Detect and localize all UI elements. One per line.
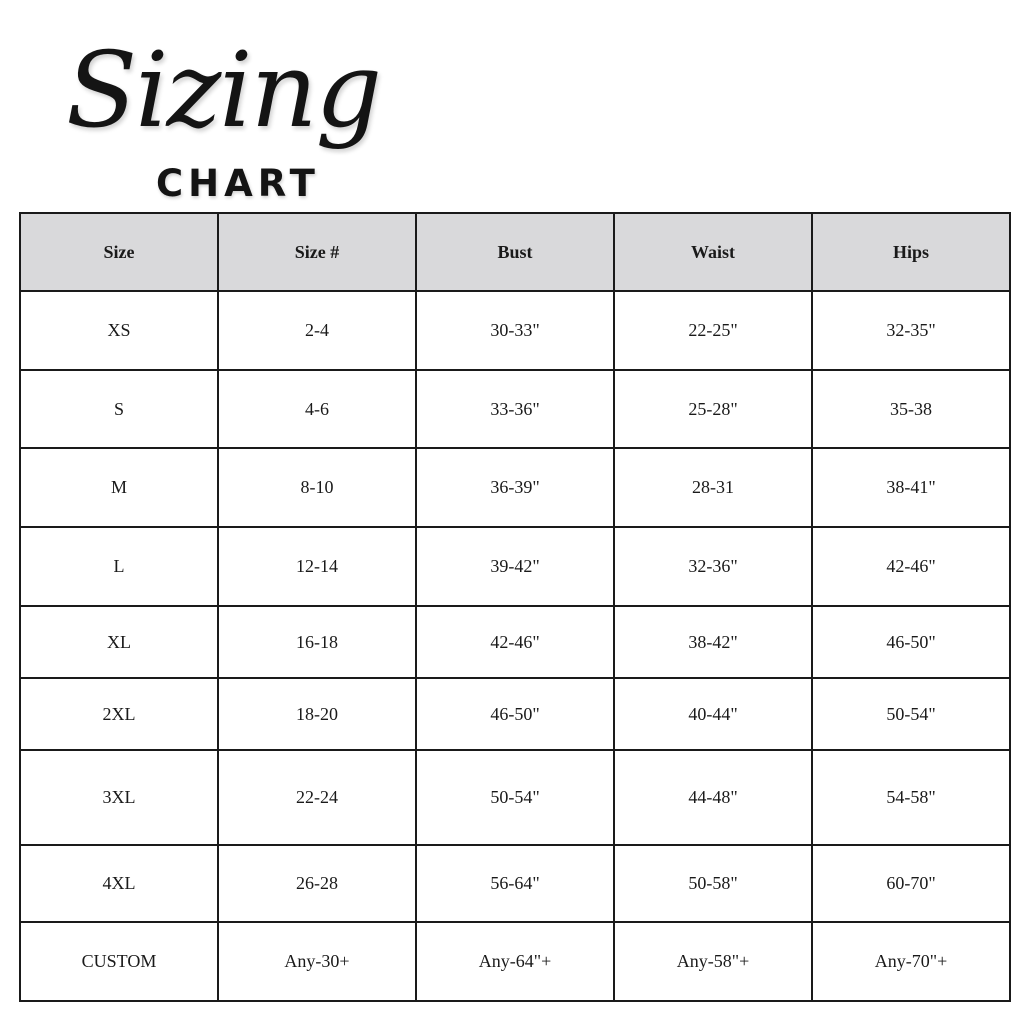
header-size: Size (20, 213, 218, 291)
cell-size: L (20, 527, 218, 606)
table-row (20, 922, 1010, 1001)
header-bust: Bust (416, 213, 614, 291)
cell-size-number: 16-18 (218, 606, 416, 678)
cell-size: CUSTOM (20, 922, 218, 1001)
cell-bust: Any-64"+ (416, 922, 614, 1001)
cell-bust: 42-46" (416, 606, 614, 678)
cell-bust: 30-33" (416, 291, 614, 370)
cell-size: XS (20, 291, 218, 370)
cell-waist: 25-28" (614, 370, 812, 448)
table-row (20, 370, 1010, 448)
header-hips: Hips (812, 213, 1010, 291)
cell-hips: 46-50" (812, 606, 1010, 678)
cell-bust: 33-36" (416, 370, 614, 448)
cell-waist: 22-25" (614, 291, 812, 370)
cell-waist: 50-58" (614, 845, 812, 922)
cell-size-number: 18-20 (218, 678, 416, 750)
cell-hips: 32-35" (812, 291, 1010, 370)
cell-bust: 46-50" (416, 678, 614, 750)
sizing-table (19, 212, 1011, 1002)
cell-waist: 32-36" (614, 527, 812, 606)
cell-size-number: 2-4 (218, 291, 416, 370)
cell-bust: 50-54" (416, 750, 614, 845)
cell-size: XL (20, 606, 218, 678)
cell-size: 4XL (20, 845, 218, 922)
cell-size: M (20, 448, 218, 527)
cell-size-number: Any-30+ (218, 922, 416, 1001)
header-size-number: Size # (218, 213, 416, 291)
cell-hips: 38-41" (812, 448, 1010, 527)
table-row (20, 291, 1010, 370)
cell-hips: 54-58" (812, 750, 1010, 845)
cell-hips: 42-46" (812, 527, 1010, 606)
cell-waist: Any-58"+ (614, 922, 812, 1001)
cell-size-number: 26-28 (218, 845, 416, 922)
cell-size: S (20, 370, 218, 448)
cell-hips: Any-70"+ (812, 922, 1010, 1001)
table-row (20, 448, 1010, 527)
cell-size-number: 4-6 (218, 370, 416, 448)
title-subtitle: CHART (156, 162, 320, 205)
cell-hips: 50-54" (812, 678, 1010, 750)
cell-bust: 56-64" (416, 845, 614, 922)
table-row (20, 606, 1010, 678)
cell-size-number: 22-24 (218, 750, 416, 845)
table-header-row (20, 213, 1010, 291)
cell-size: 3XL (20, 750, 218, 845)
title-script-text: Sizing (66, 29, 381, 151)
table-row (20, 750, 1010, 845)
cell-waist: 44-48" (614, 750, 812, 845)
table-row (20, 845, 1010, 922)
cell-bust: 39-42" (416, 527, 614, 606)
cell-waist: 38-42" (614, 606, 812, 678)
cell-hips: 60-70" (812, 845, 1010, 922)
table-row (20, 527, 1010, 606)
cell-waist: 40-44" (614, 678, 812, 750)
cell-waist: 28-31 (614, 448, 812, 527)
header-waist: Waist (614, 213, 812, 291)
cell-size-number: 12-14 (218, 527, 416, 606)
cell-hips: 35-38 (812, 370, 1010, 448)
cell-size-number: 8-10 (218, 448, 416, 527)
cell-bust: 36-39" (416, 448, 614, 527)
table-row (20, 678, 1010, 750)
title-logo (66, 29, 426, 205)
cell-size: 2XL (20, 678, 218, 750)
